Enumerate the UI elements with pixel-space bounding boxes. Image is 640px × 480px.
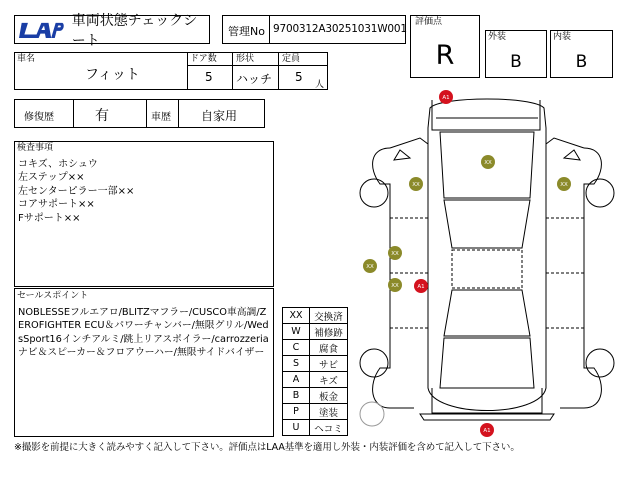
overall-grade-box (410, 15, 480, 78)
legend-row (283, 420, 348, 436)
damage-code-legend (282, 307, 348, 436)
sales-points-text: NOBLESSEフルエアロ/BLITZマフラー/CUSCO車高調/ZEROFIGHTER ECU＆パワーチャンバー/無限グリル/WedsSport16インチアルミ/跳上リアスポイラー/carrozzeriaナビ＆スピーカー＆フロアウーハー/無限サイドバイザー (18, 307, 269, 359)
legend-meaning: 補修跡 (310, 324, 348, 340)
interior-grade-box (550, 30, 613, 78)
legend-meaning: サビ (310, 356, 348, 372)
lap-logo (19, 19, 64, 41)
management-number-label: 管理No (228, 25, 265, 38)
damage-mark-label: XX (560, 182, 568, 188)
legend-row (283, 388, 348, 404)
inspection-item: 左センターピラー一部×× (18, 185, 135, 197)
car-name-label: 車名 (17, 54, 36, 64)
damage-mark-label: A1 (483, 428, 491, 434)
damage-mark-label: XX (391, 251, 399, 257)
management-number-value: 9700312A30251031W001 (273, 23, 407, 35)
car-info-box (14, 52, 328, 90)
exterior-grade-box (485, 30, 547, 78)
legend-meaning: 板金 (310, 388, 348, 404)
damage-mark (439, 90, 453, 104)
legend-code: C (283, 340, 310, 356)
damage-mark (414, 279, 428, 293)
sales-points-label: セールスポイント (17, 291, 89, 301)
damage-mark-label: XX (484, 160, 492, 166)
car-name-value: フィット (85, 67, 140, 83)
legend-code: B (283, 388, 310, 404)
damage-mark (557, 177, 571, 191)
vehicle-use-value: 自家用 (201, 109, 238, 123)
legend-meaning: 腐食 (310, 340, 348, 356)
doors-value: 5 (205, 70, 213, 84)
overall-grade-label: 評価点 (415, 17, 443, 27)
damage-mark (480, 423, 494, 437)
inspection-item: Fサポート×× (18, 212, 81, 224)
exterior-grade-label: 外装 (488, 32, 507, 42)
legend-code: S (283, 356, 310, 372)
legend-meaning: ヘコミ (310, 420, 348, 436)
repair-history-label: 修復歴 (24, 112, 54, 123)
damage-mark-label: XX (412, 182, 420, 188)
inspection-label: 検査事項 (17, 143, 54, 153)
legend-code: P (283, 404, 310, 420)
damage-mark-label: A1 (442, 95, 450, 101)
car-outline (360, 99, 614, 426)
sheet-header (14, 12, 210, 49)
capacity-value: 5 (295, 70, 303, 84)
overall-grade-value: R (435, 39, 455, 71)
management-number-box (222, 15, 406, 44)
damage-mark-label: XX (366, 264, 374, 270)
legend-row (283, 372, 348, 388)
damage-mark (481, 155, 495, 169)
legend-row (283, 404, 348, 420)
interior-grade-value: B (575, 52, 588, 72)
sales-points-box (14, 288, 274, 437)
interior-grade-label: 内装 (553, 32, 572, 42)
damage-mark (363, 259, 377, 273)
sheet-title: 車両状態チェックシート (71, 12, 198, 49)
legend-meaning: キズ (310, 372, 348, 388)
legend-row (283, 356, 348, 372)
damage-mark-label: A1 (417, 284, 425, 290)
inspection-box (14, 141, 274, 287)
inspection-list (18, 158, 134, 225)
repair-history-value: 有 (95, 108, 109, 124)
footer-note: ※撮影を前提に大きく読みやすく記入して下さい。評価点はLAA基準を適用し外装・内装評価を含めて記入して下さい。 (14, 442, 520, 453)
inspection-item: コアサポート×× (18, 199, 95, 211)
car-damage-diagram (350, 88, 624, 438)
capacity-unit: 人 (315, 80, 325, 90)
capacity-label: 定員 (282, 54, 301, 64)
damage-marks (363, 90, 571, 437)
legend-code: U (283, 420, 310, 436)
damage-mark (388, 246, 402, 260)
legend-meaning: 塗装 (310, 404, 348, 420)
legend-row (283, 308, 348, 324)
repair-history-box (14, 99, 265, 128)
damage-mark (409, 177, 423, 191)
exterior-grade-value: B (510, 52, 522, 72)
vehicle-use-label: 車歴 (151, 112, 171, 123)
inspection-item: 左ステップ×× (18, 172, 85, 184)
legend-row (283, 340, 348, 356)
damage-mark (388, 278, 402, 292)
legend-code: W (283, 324, 310, 340)
damage-mark-label: XX (391, 283, 399, 289)
inspection-item: コキズ、ホシュウ (18, 159, 98, 170)
legend-code: A (283, 372, 310, 388)
legend-row (283, 324, 348, 340)
legend-meaning: 交換済 (310, 308, 348, 324)
legend-code: XX (283, 308, 310, 324)
doors-label: ドア数 (190, 54, 217, 64)
body-type-value: ハッチ (236, 72, 273, 86)
body-type-label: 形状 (236, 54, 255, 64)
